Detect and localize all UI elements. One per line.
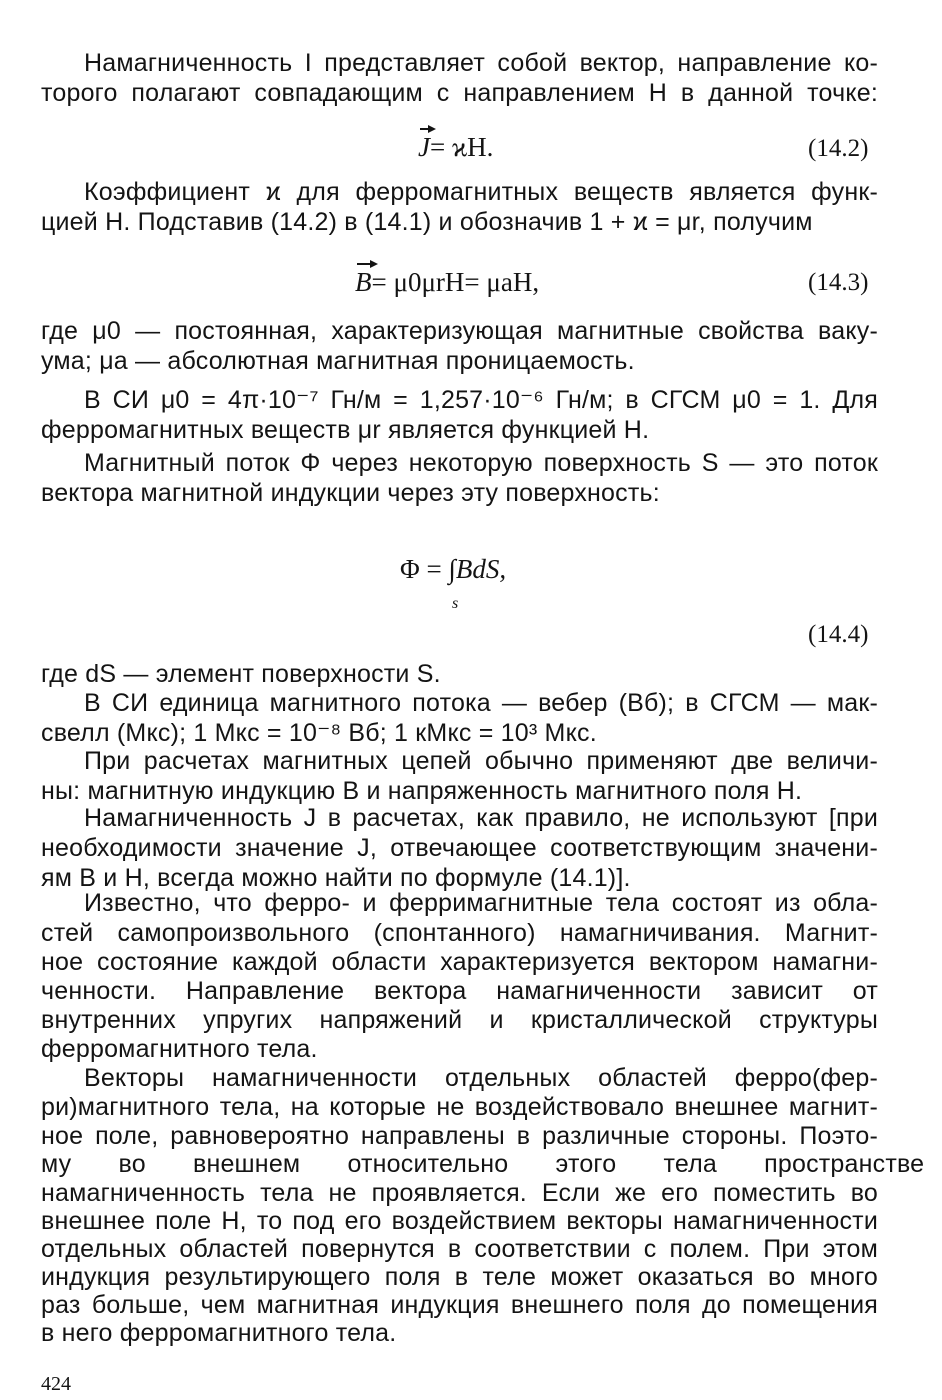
equation-end: = μaH, (464, 267, 540, 297)
text-line: ное состояние каждой области характеризуется вектором намагни- (41, 948, 878, 976)
text-line: намагниченность тела не проявляется. Если же его поместить во (41, 1179, 878, 1207)
text-line: ума; μa — абсолютная магнитная проницаемость. (41, 347, 635, 375)
text-line: Намагниченность І представляет собой вектор, направление ко- (84, 49, 878, 77)
text-line: раз больше, чем магнитная индукция внешнего поля до помещения (41, 1291, 878, 1319)
text-line: индукция результирующего поля в теле может оказаться во много (41, 1263, 878, 1291)
text-line: в него ферромагнитного тела. (41, 1319, 397, 1347)
equation-14-3 (355, 266, 539, 298)
text-line: необходимости значение J, отвечающее соответствующим значени- (41, 834, 878, 862)
text-line: му во внешнем относительно этого тела пространстве (41, 1150, 925, 1178)
text-line: В СИ μ0 = 4π·10⁻⁷ Гн/м = 1,257·10⁻⁶ Гн/м; в СГСМ μ0 = 1. Для (84, 386, 878, 414)
text-line: Коэффициент ϰ для ферромагнитных веществ является функ- (84, 178, 878, 206)
text-line: свелл (Мкс); 1 Мкс = 10⁻⁸ Вб; 1 кМкс = 10³ Мкс. (41, 719, 597, 747)
text-line: ям B и H, всегда можно найти по формуле (14.1)]. (41, 864, 631, 892)
text-line: В СИ единица магнитного потока — вебер (Вб); в СГСМ — мак- (84, 689, 878, 717)
equation-14-4 (400, 553, 506, 585)
text-line: Намагниченность J в расчетах, как правило, не используют [при (84, 804, 878, 832)
text-line: где μ0 — постоянная, характеризующая магнитные свойства ваку- (41, 317, 878, 345)
text-line: где dS — элемент поверхности S. (41, 660, 441, 688)
text-line: цией H. Подставив (14.2) в (14.1) и обозначив 1 + ϰ = μr, получим (41, 208, 813, 236)
equation-number: (14.2) (808, 135, 869, 162)
text-line: При расчетах магнитных цепей обычно применяют две величи- (84, 747, 878, 775)
text-line: ферромагнитного тела. (41, 1035, 318, 1063)
integral-limit: s (452, 595, 459, 612)
text-line: Векторы намагниченности отдельных областей ферро(фер- (84, 1064, 878, 1092)
page-number: 424 (41, 1373, 71, 1395)
equation-number: (14.4) (808, 621, 869, 648)
text-line: ферромагнитных веществ μr является функцией H. (41, 416, 650, 444)
text-line: внешнее поле H, то под его воздействием векторы намагниченности (41, 1207, 878, 1235)
equation-rhs: = ϰH. (429, 132, 494, 162)
equation-integrand: BdS, (455, 554, 507, 584)
text-line: Магнитный поток Φ через некоторую поверхность S — это поток (84, 449, 879, 477)
text-line: торого полагают совпадающим с направлением H в данной точке: (41, 79, 878, 107)
text-line: ри)магнитного тела, на которые не воздействовало внешнее магнит- (41, 1093, 878, 1121)
vector-b: B (355, 267, 372, 297)
text-line: ное поле, равновероятно направлены в различные стороны. Поэто- (41, 1122, 878, 1150)
text-line: вектора магнитной индукции через эту поверхность: (41, 479, 660, 507)
text-line: ченности. Направление вектора намагниченности зависит от (41, 977, 878, 1005)
text-line: отдельных областей повернутся в соответствии с полем. При этом (41, 1235, 878, 1263)
vector-j: J (418, 132, 430, 162)
text-line: ны: магнитную индукцию B и напряженность магнитного поля H. (41, 777, 803, 805)
equation-number: (14.3) (808, 269, 869, 296)
text-line: стей самопроизвольного (спонтанного) намагничивания. Магнит- (41, 919, 878, 947)
text-line: внутренних упругих напряжений и кристаллической структуры (41, 1006, 878, 1034)
equation-lhs: Φ = ∫ (400, 554, 456, 584)
equation-middle: = μ0μrH (371, 267, 465, 297)
text-line: Известно, что ферро- и ферримагнитные тела состоят из обла- (84, 889, 878, 917)
equation-14-2 (418, 131, 493, 163)
